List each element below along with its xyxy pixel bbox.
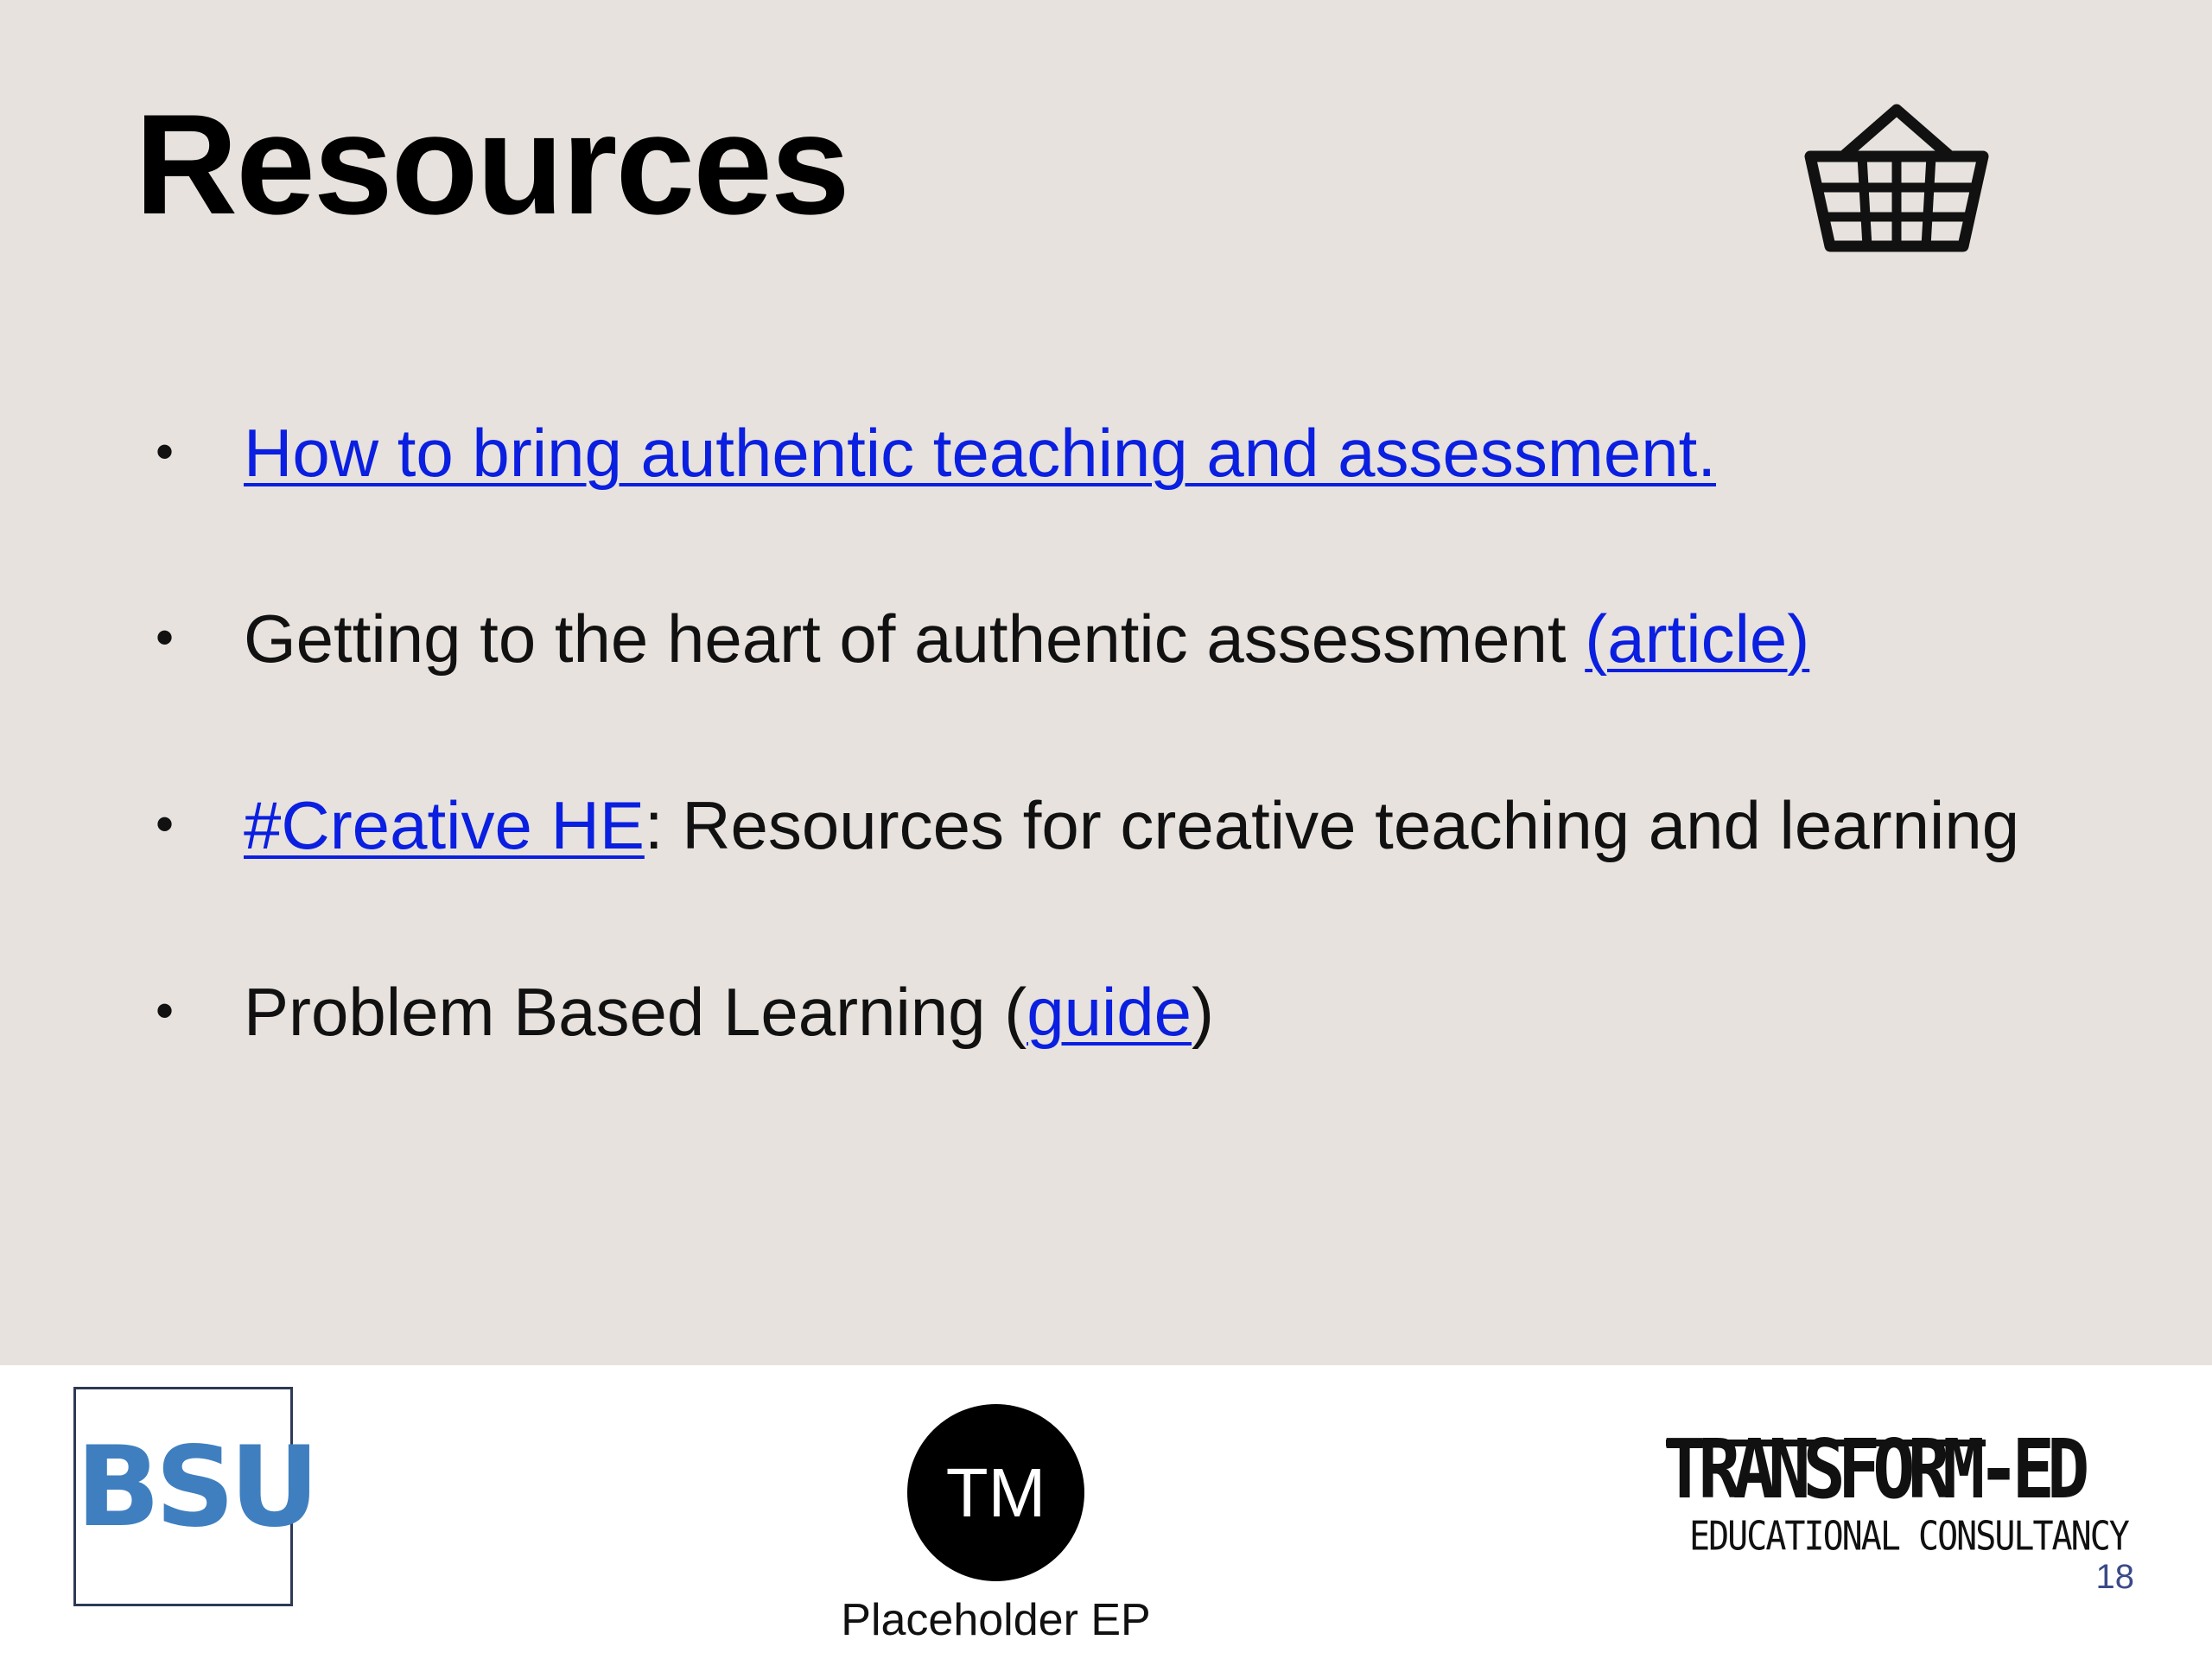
creative-he-link[interactable]: #Creative HE	[244, 787, 645, 863]
guide-link[interactable]: guide	[1027, 974, 1192, 1050]
bsu-logo	[73, 1387, 315, 1606]
authentic-teaching-link[interactable]: How to bring authentic teaching and assessment.	[244, 415, 1717, 491]
page-number: 18	[2095, 1558, 2134, 1596]
list-item	[156, 787, 2020, 863]
transform-ed-logo: TRANSFORM-ED	[1663, 1422, 2082, 1518]
bullet-text: Problem Based Learning (	[244, 974, 1027, 1050]
bullet-dot: •	[156, 608, 175, 666]
bullet-dot: •	[156, 982, 175, 1039]
bullet-text: : Resources for creative teaching and learning	[644, 787, 2020, 863]
bullet-dot: •	[156, 795, 175, 853]
tm-caption: Placeholder EP	[841, 1595, 1151, 1645]
article-link[interactable]: (article)	[1585, 601, 1810, 677]
list-item	[156, 601, 1810, 677]
list-item	[156, 974, 1215, 1050]
bullet-text: Getting to the heart of authentic assessment	[244, 601, 1586, 677]
bullet-dot: •	[156, 423, 175, 480]
transform-ed-tagline: EDUCATIONAL CONSULTANCY	[1689, 1514, 2128, 1560]
bullet-text-close: )	[1192, 974, 1215, 1050]
slide-title: Resources	[135, 85, 849, 244]
list-item	[156, 415, 1717, 491]
bsu-logo-text: BSU	[76, 1423, 315, 1552]
tm-logo: TM	[907, 1404, 1084, 1581]
